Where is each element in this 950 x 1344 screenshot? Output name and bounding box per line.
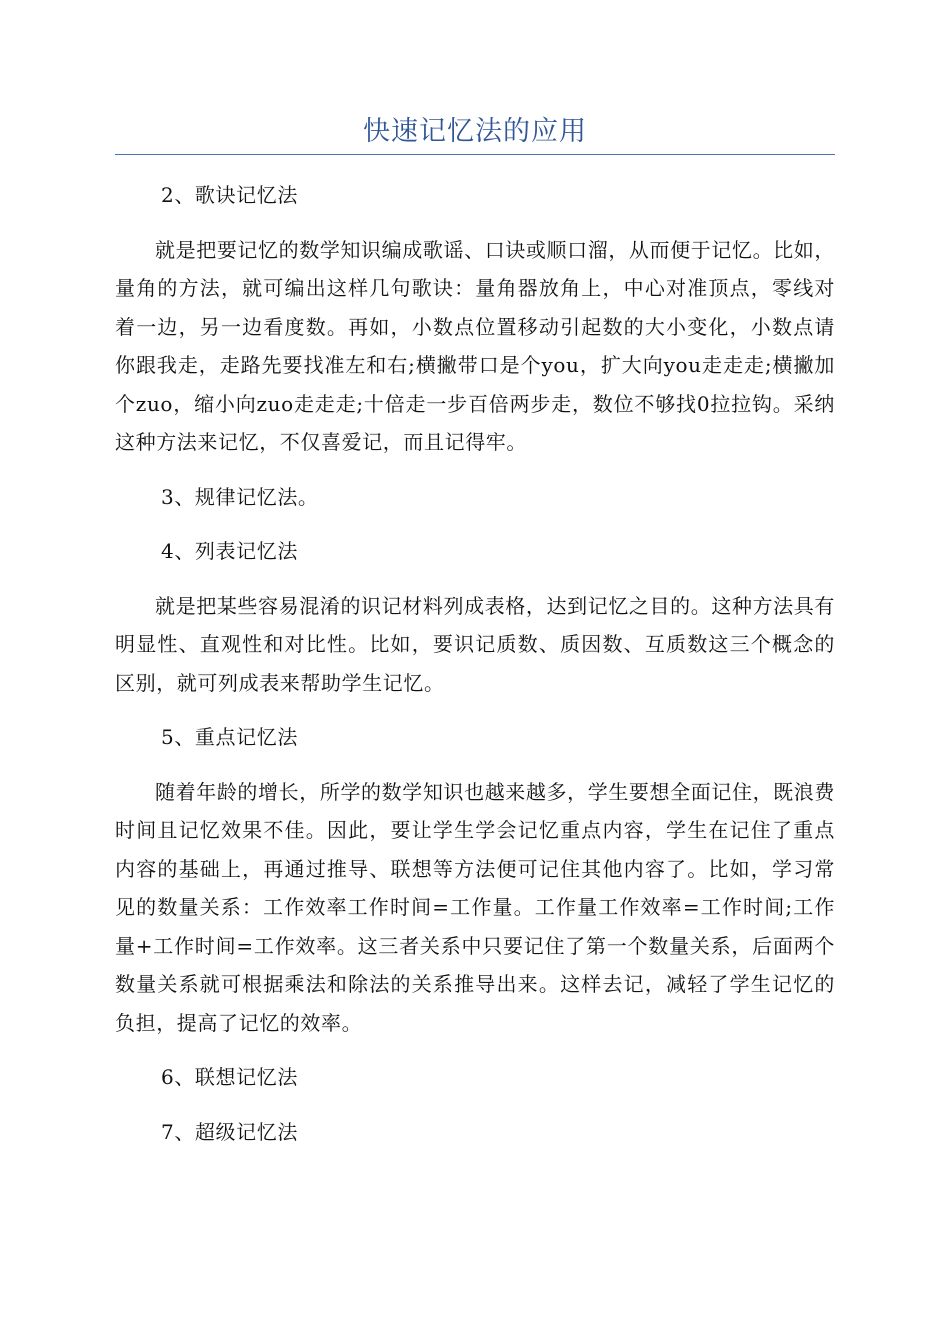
- paragraph-key-point-method: 随着年龄的增长，所学的数学知识也越来越多，学生要想全面记住，既浪费时间且记忆效果不佳。因此，要让学生学会记忆重点内容，学生在记住了重点内容的基础上，再通过推导、联想等方法便可记住其他内容了。比如，学习常见的数量关系：工作效率工作时间=工作量。工作量工作效率=工作时间;工作量+工作时间=工作效率。这三者关系中只要记住了第一个数量关系，后面两个数量关系就可根据乘法和除法的关系推导出来。这样去记，减轻了学生记忆的负担，提高了记忆的效率。: [115, 779, 835, 1035]
- section-heading-7: 7、超级记忆法: [161, 1119, 298, 1144]
- section-heading-4: 4、列表记忆法: [161, 539, 298, 563]
- section-heading-6: 6、联想记忆法: [161, 1065, 298, 1089]
- section-heading-3: 3、规律记忆法。: [161, 484, 319, 509]
- section-heading-5: 5、重点记忆法: [161, 725, 298, 749]
- document-body: [115, 176, 835, 1167]
- document-title: 快速记忆法的应用: [363, 116, 587, 147]
- title-underline: [115, 154, 835, 155]
- paragraph-table-method: 就是把某些容易混淆的识记材料列成表格，达到记忆之目的。这种方法具有明显性、直观性和对比性。比如，要识记质数、质因数、互质数这三个概念的区别，就可列成表来帮助学生记忆。: [115, 593, 835, 695]
- paragraph-song-method: 就是把要记忆的数学知识编成歌谣、口诀或顺口溜，从而便于记忆。比如，量角的方法，就可编出这样几句歌诀：量角器放角上，中心对准顶点，零线对着一边，另一边看度数。再如，小数点位置移动引起数的大小变化，小数点请你跟我走，走路先要找准左和右;横撇带口是个you，扩大向you走走走;横撇加个zuo，缩小向zuo走走走;十倍走一步百倍两步走，数位不够找0拉拉钩。采纳这种方法来记忆，不仅喜爱记，而且记得牢。: [115, 237, 835, 454]
- section-heading-2: 2、歌诀记忆法: [161, 183, 298, 207]
